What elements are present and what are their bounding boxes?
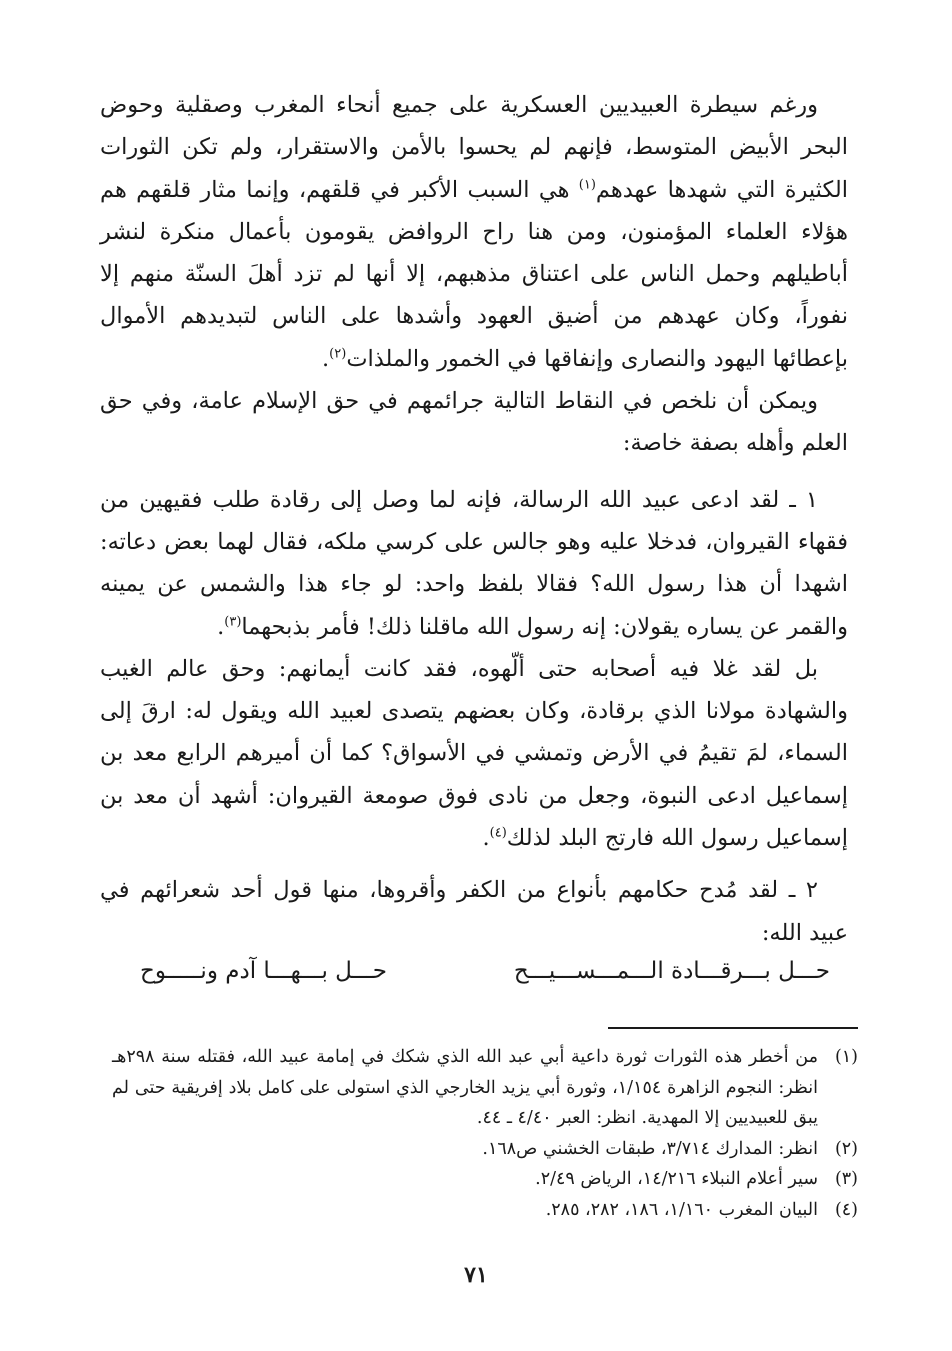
paragraph-text: ورغم سيطرة العبيديين العسكرية على جميع أنحاء المغرب وصقلية وحوض البحر الأبيض المتوسط، فإنهم لم يحسوا بالأمن والاستقرار، ولم تكن الثورات الكثيرة التي شهدها عهدهم [100,92,849,203]
footnote-reference: (٣) [224,614,242,630]
paragraph-text: ويمكن أن نلخص في النقاط التالية جرائمهم في حق الإسلام عامة، وفي حق العلم وأهله بصفة خاصة: [100,388,848,457]
paragraph-text: ٢ ـ لقد مُدح حكامهم بأنواع من الكفر وأقروها، منها قول أحد شعرائهم في عبيد الله: [100,877,848,946]
footnote-text: البيان المغرب ١/١٦٠، ١٨٦، ٢٨٢، ٢٨٥. [545,1199,818,1220]
footnote-reference: (٤) [489,825,507,841]
footnote-text: سير أعلام النبلاء ١٤/٢١٦، الرياض ٢/٤٩. [535,1169,818,1189]
footnote [112,1042,858,1134]
footnote-text: انظر: المدارك ٣/٧١٤، طبقات الخشني ص١٦٨. [482,1138,818,1159]
paragraph-text: . [482,825,490,852]
numbered-paragraph [100,479,848,648]
footnote [112,1164,858,1195]
footnote-number: (٢) [834,1138,858,1159]
poem-second-hemistich: حـــل بـــهـــا آدم ونـــــوح [140,958,388,984]
paragraph-text: هي السبب الأكبر في قلقهم، وإنما مثار قلقهم هم هؤلاء العلماء المؤمنون، ومن هنا راح الروافض يقومون بأعمال منكرة لنشر أباطيلهم وحمل الناس على اعتناق مذهبهم، إلا أنها لم تزد أهلَ السنّة منهم إلا نفوراً، وكان عهدهم من أضيق العهود وأشدها على الناس لتبديدهم الأموال بإعطائها اليهود والنصارى وإنفاقها في الخمور والملذات [100,176,848,372]
main-text [100,84,848,954]
poem-first-hemistich: حـــل بـــرقـــادة الـــمـــســـيـــح [513,958,830,984]
footnote-reference: (٢) [329,346,347,362]
paragraph-text: بل لقد غلا فيه أصحابه حتى ألّهوه، فقد كانت أيمانهم: وحق عالم الغيب والشهادة مولانا الذي برقادة، وكان بعضهم يتصدى لعبيد الله ويقول له: ارقَ إلى السماء، لمَ تقيمُ في الأرض وتمشي في الأسواق؟ كما أن أميرهم الرابع معد بن إسماعيل ادعى النبوة، وجعل من نادى فوق صومعة القيروان: أشهد أن معد بن إسماعيل رسول الله فارتج البلد لذلك [100,655,848,852]
footnote-separator [608,1027,858,1029]
paragraph-text: . [217,613,225,640]
footnotes [112,1042,858,1225]
paragraph-text: . [322,345,330,372]
footnote-number: (٣) [834,1169,858,1189]
footnote-reference: (١) [578,177,596,193]
footnote-number: (٤) [834,1199,858,1220]
footnote-number: (١) [834,1047,858,1067]
page-number: ٧١ [464,1262,488,1288]
footnote [112,1134,858,1165]
paragraph-text: ١ ـ لقد ادعى عبيد الله الرسالة، فإنه لما وصل إلى رقادة طلب فقيهين من فقهاء القيروان، فدخلا عليه وهو جالس على كرسي ملكه، فقال لهما بعض دعاته: اشهدا أن هذا رسول الله؟ فقالا بلفظ واحد: لو جاء هذا والشمس عن يمينه والقمر عن يساره يقولان: إنه رسول الله ماقلنا ذلك! فأمر بذبحهما [100,486,848,640]
paragraph [100,380,848,465]
numbered-paragraph [100,869,848,954]
footnote-text: من أخطر هذه الثورات ثورة داعية أبي عبد الله الذي شكك في إمامة عبيد الله، فقتله سنة ٢٩٨هـ انظر: النجوم الزاهرة ١/١٥٤، وثورة أبي يزيد الخارجي الذي استولى على كامل بلاد إفريقية حتى لم يبق للعبيديين إلا المهدية. انظر: العبر ٤/٤٠ ـ ٤٤. [112,1047,818,1128]
paragraph [100,84,848,380]
footnote [112,1195,858,1226]
paragraph [100,648,848,859]
poem-verse [140,958,830,1002]
